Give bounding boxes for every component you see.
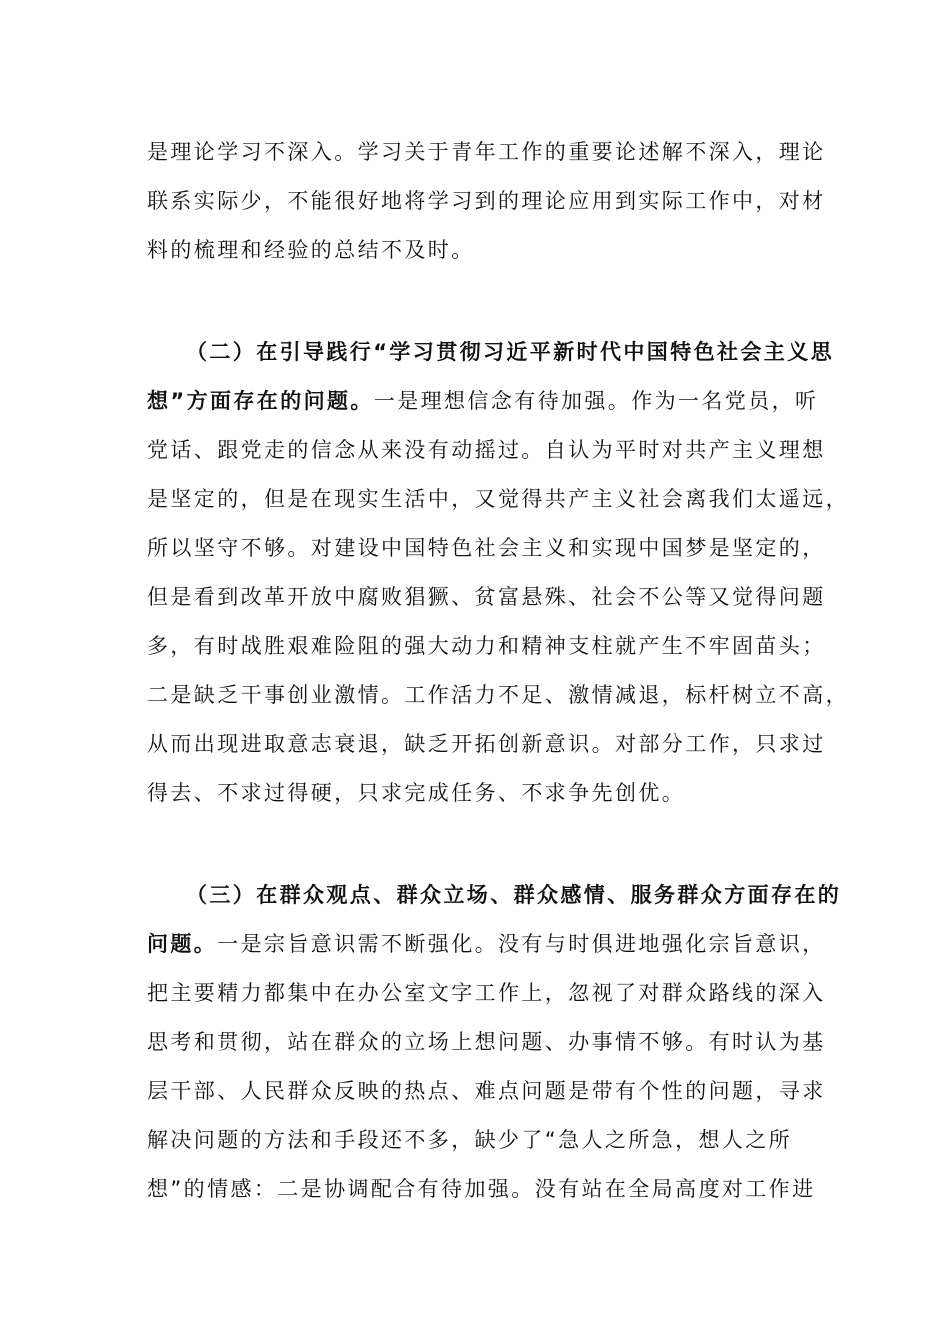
section-2-heading-tail: 想”方面存在的问题。 <box>147 389 374 413</box>
section-3-line-7: 想”的情感：二是协调配合有待加强。没有站在全局高度对工作进 <box>147 1177 816 1201</box>
section-2-line-2 <box>147 381 827 421</box>
section-3-line-6: 解决问题的方法和手段还不多，缺少了“急人之所急，想人之所 <box>147 1128 793 1152</box>
section-3-line-3: 把主要精力都集中在办公室文字工作上，忽视了对群众路线的深入 <box>147 981 826 1005</box>
section-2-line-10: 得去、不求过得硬，只求完成任务、不求争先创优。 <box>147 781 686 805</box>
section-3-line-2-text: 一是宗旨意识需不断强化。没有与时俱进地强化宗旨意识， <box>217 932 826 956</box>
paragraph-1-line-2: 联系实际少，不能很好地将学习到的理论应用到实际工作中，对材 <box>147 189 826 213</box>
section-2-line-2-text: 一是理想信念有待加强。作为一名党员，听 <box>373 389 819 413</box>
section-3-line-5: 层干部、人民群众反映的热点、难点问题是带有个性的问题，寻求 <box>147 1079 826 1103</box>
section-2-line-3: 党话、跟党走的信念从来没有动摇过。自认为平时对共产主义理想 <box>147 438 826 462</box>
section-3-heading-tail: 问题。 <box>147 932 218 956</box>
section-3-line-2 <box>147 924 827 964</box>
section-2-heading-line-1: （二）在引导践行“学习贯彻习近平新时代中国特色社会主义思 <box>186 340 834 364</box>
section-3-line-4: 思考和贯彻，站在群众的立场上想问题、办事情不够。有时认为基 <box>147 1030 826 1054</box>
section-2-line-9: 从而出现进取意志衰退，缺乏开拓创新意识。对部分工作，只求过 <box>147 732 826 756</box>
section-2-line-7: 多，有时战胜艰难险阻的强大动力和精神支柱就产生不牢固苗头； <box>147 634 826 658</box>
paragraph-1-line-1: 是理论学习不深入。学习关于青年工作的重要论述解不深入，理论 <box>147 140 826 164</box>
section-2-line-6: 但是看到改革开放中腐败猖獗、贫富悬殊、社会不公等又觉得问题 <box>147 585 826 609</box>
section-2-line-8: 二是缺乏干事创业激情。工作活力不足、激情减退，标杆树立不高， <box>147 683 849 707</box>
paragraph-1-line-3: 料的梳理和经验的总结不及时。 <box>147 238 475 262</box>
section-3-heading-line-1: （三）在群众观点、群众立场、群众感情、服务群众方面存在的 <box>186 883 842 907</box>
section-2-line-4: 是坚定的，但是在现实生活中，又觉得共产主义社会离我们太遥远， <box>147 487 849 511</box>
section-2-line-5: 所以坚守不够。对建设中国特色社会主义和实现中国梦是坚定的， <box>147 536 826 560</box>
